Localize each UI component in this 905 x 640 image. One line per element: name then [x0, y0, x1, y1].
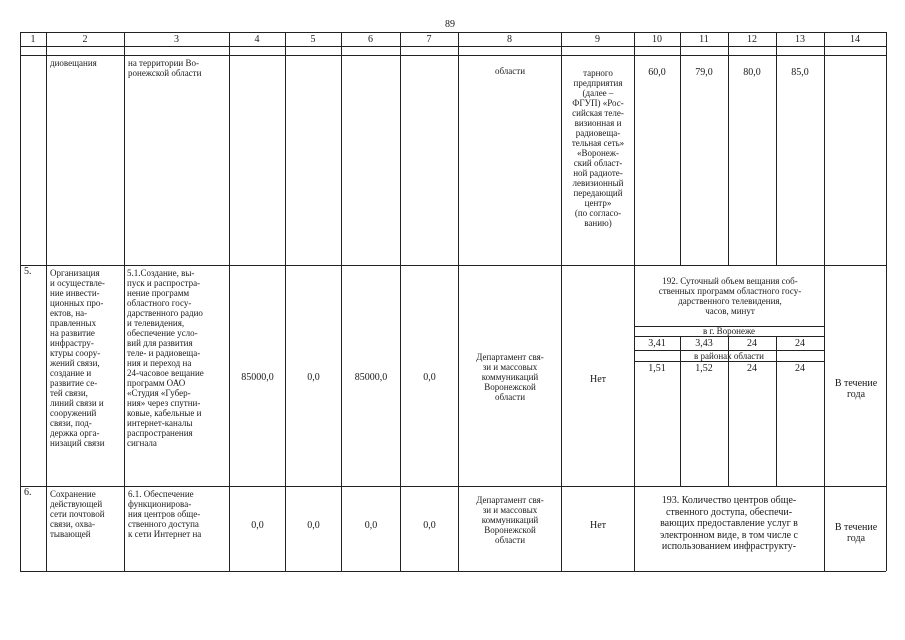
column-header-6: 6 [368, 34, 373, 45]
text-line: ственного доступа, обеспечи- [665, 506, 793, 518]
text-line: жений связи, [50, 358, 100, 368]
text-line: Департамент свя- [476, 495, 544, 505]
text-line: (далее – [582, 88, 614, 98]
text-line: зи и массовых [482, 505, 538, 515]
column-header-10: 10 [652, 34, 662, 45]
text-line: передающий [573, 188, 623, 198]
text-line: предприятия [573, 78, 623, 88]
text-line: ния» через спутни- [127, 398, 201, 408]
row-cont-col8 [460, 66, 560, 76]
text-line: дарственного радио [127, 308, 203, 318]
text-line: действующей [50, 499, 103, 509]
text-line: сети почтовой [50, 509, 105, 519]
text-line: ственного доступа [128, 519, 199, 529]
text-line: ский област- [573, 158, 623, 168]
text-line: к сети Интернет на [128, 529, 202, 539]
text-line: (по согласо- [574, 208, 622, 218]
text-line: электронном виде, в том числе с [660, 529, 798, 541]
row5-indicator [636, 276, 824, 316]
text-line: ковые, кабельные и [127, 408, 202, 418]
text-line: Воронежской [484, 382, 536, 392]
text-line: связи, под- [50, 418, 92, 428]
text-line: ванию) [584, 218, 612, 228]
text-line: ственных программ областного госу- [658, 286, 802, 296]
column-header-9: 9 [595, 34, 600, 45]
text-line: 5.1.Создание, вы- [127, 268, 195, 278]
text-line: использованием инфраструкту- [661, 541, 797, 552]
text-line: на территории Во- [128, 58, 200, 68]
row6-col4: 0,0 [251, 520, 264, 531]
value-cell: 1,52 [695, 363, 713, 374]
text-line: зи и массовых [482, 362, 538, 372]
value-cell: 60,0 [648, 67, 666, 78]
text-line: ронежской области [128, 68, 202, 78]
text-line: Воронежской [484, 525, 536, 535]
value-cell: 85,0 [791, 67, 809, 78]
row6-number: 6. [24, 487, 32, 498]
row-cont-col3 [128, 58, 228, 78]
text-line: левизионный [572, 178, 624, 188]
value-cell: 24 [795, 338, 805, 349]
column-header-7: 7 [426, 34, 432, 45]
value-cell: 79,0 [695, 67, 713, 78]
text-line: дарственного телевидения, [678, 296, 782, 306]
text-line: ектов, на- [50, 308, 88, 318]
text-line: низаций связи [50, 438, 105, 448]
text-line: областного госу- [127, 298, 192, 308]
row5-sub1-label: в г. Воронеже [702, 326, 756, 336]
text-line: правленных [50, 318, 97, 328]
text-line: ние инвести- [50, 288, 100, 298]
column-header-4: 4 [254, 34, 260, 45]
text-line: В течение [834, 378, 878, 389]
row6-col14 [826, 522, 886, 544]
text-line: «Студия «Губер- [127, 388, 191, 398]
text-line: распространения [127, 428, 193, 438]
value-cell: 80,0 [743, 67, 761, 78]
row5-col2 [50, 268, 124, 448]
column-header-2: 2 [82, 34, 88, 45]
row5-col9: Нет [589, 374, 607, 385]
value-cell: 24 [747, 363, 757, 374]
row5-col8 [460, 352, 560, 402]
column-header-5: 5 [310, 34, 316, 45]
page-number: 89 [445, 19, 455, 30]
text-line: сооружений [50, 408, 97, 418]
value-cell: 3,43 [695, 338, 713, 349]
text-line: тельная сеть» [571, 138, 625, 148]
row5-number: 5. [24, 266, 32, 277]
value-cell: 24 [747, 338, 757, 349]
text-line: области [494, 392, 526, 402]
row6-col6: 0,0 [364, 520, 378, 531]
text-line: области [494, 535, 526, 545]
text-line: коммуникаций [481, 515, 539, 525]
text-line: сийская теле- [572, 108, 624, 118]
text-line: Департамент свя- [476, 352, 544, 362]
text-line: 192. Суточный объем вещания соб- [662, 276, 798, 286]
text-line: года [846, 533, 866, 544]
text-line: 6.1. Обеспечение [128, 489, 194, 499]
text-line: обеспечение усло- [127, 328, 198, 338]
text-line: В течение [834, 522, 878, 533]
text-line: диовещания [50, 58, 97, 68]
text-line: ктуры соору- [50, 348, 101, 358]
row5-sub2-label: в районах области [694, 351, 764, 361]
column-header-8: 8 [507, 34, 512, 45]
text-line: вий для развития [127, 338, 193, 348]
text-line: ной радиоте- [573, 168, 623, 178]
value-cell: 1,51 [648, 363, 666, 374]
text-line: ния и переход на [127, 358, 192, 368]
text-line: тывающей [50, 529, 91, 539]
text-line: держка орга- [50, 428, 100, 438]
row5-col7: 0,0 [423, 372, 436, 383]
text-line: «Воронеж- [576, 148, 620, 158]
column-header-1: 1 [30, 34, 36, 45]
text-line: ФГУП) «Рос- [572, 98, 624, 108]
text-line: Организация [50, 268, 100, 278]
column-header-13: 13 [795, 34, 805, 45]
text-line: интернет-каналы [127, 418, 193, 428]
text-line: инфрастру- [50, 338, 94, 348]
text-line: и телевидения, [127, 318, 185, 328]
text-line: радиовеща- [575, 128, 621, 138]
row-cont-col9 [562, 68, 634, 228]
text-line: сигнала [127, 438, 157, 448]
row6-col9: Нет [589, 520, 607, 531]
row-cont-col2 [50, 58, 124, 68]
column-header-11: 11 [699, 34, 709, 45]
text-line: пуск и распростра- [127, 278, 201, 288]
text-line: функционирова- [128, 499, 192, 509]
column-header-12: 12 [747, 34, 757, 45]
text-line: тей связи, [50, 388, 88, 398]
row6-col3 [128, 489, 228, 539]
value-cell: 3,41 [648, 338, 666, 349]
column-header-3: 3 [174, 34, 179, 45]
text-line: ния центров обще- [128, 509, 201, 519]
text-line: и осуществле- [50, 278, 105, 288]
row5-col6: 85000,0 [354, 372, 388, 383]
text-line: центр» [584, 198, 612, 208]
text-line: часов, минут [705, 306, 755, 316]
row6-col5: 0,0 [307, 520, 320, 531]
text-line: Сохранение [50, 489, 96, 499]
text-line: ционных про- [50, 298, 104, 308]
text-line: года [846, 389, 866, 400]
text-line: 193. Количество центров обще- [661, 495, 797, 506]
row5-col4: 85000,0 [241, 372, 274, 383]
row6-indicator [634, 495, 824, 553]
row6-col8 [460, 495, 560, 545]
text-line: визионная и [574, 118, 622, 128]
text-line: коммуникаций [481, 372, 539, 382]
row6-col7: 0,0 [423, 520, 436, 531]
text-line: вающих предоставление услуг в [660, 518, 798, 529]
text-line: 24-часовое вещание [127, 368, 204, 378]
text-line: тарного [583, 68, 613, 78]
column-header-14: 14 [850, 34, 860, 45]
row5-col5: 0,0 [307, 372, 320, 383]
text-line: развитие се- [50, 378, 98, 388]
text-line: создание и [50, 368, 92, 378]
row5-col14 [826, 378, 886, 400]
text-line: связи, охва- [50, 519, 96, 529]
text-line: нение программ [127, 288, 190, 298]
text-line: области [494, 66, 526, 76]
row6-col2 [50, 489, 124, 539]
value-cell: 24 [795, 363, 805, 374]
row5-col3 [127, 268, 229, 448]
text-line: линий связи и [50, 398, 104, 408]
text-line: на развитие [50, 328, 95, 338]
text-line: теле- и радиовеща- [127, 348, 201, 358]
text-line: программ ОАО [127, 378, 186, 388]
